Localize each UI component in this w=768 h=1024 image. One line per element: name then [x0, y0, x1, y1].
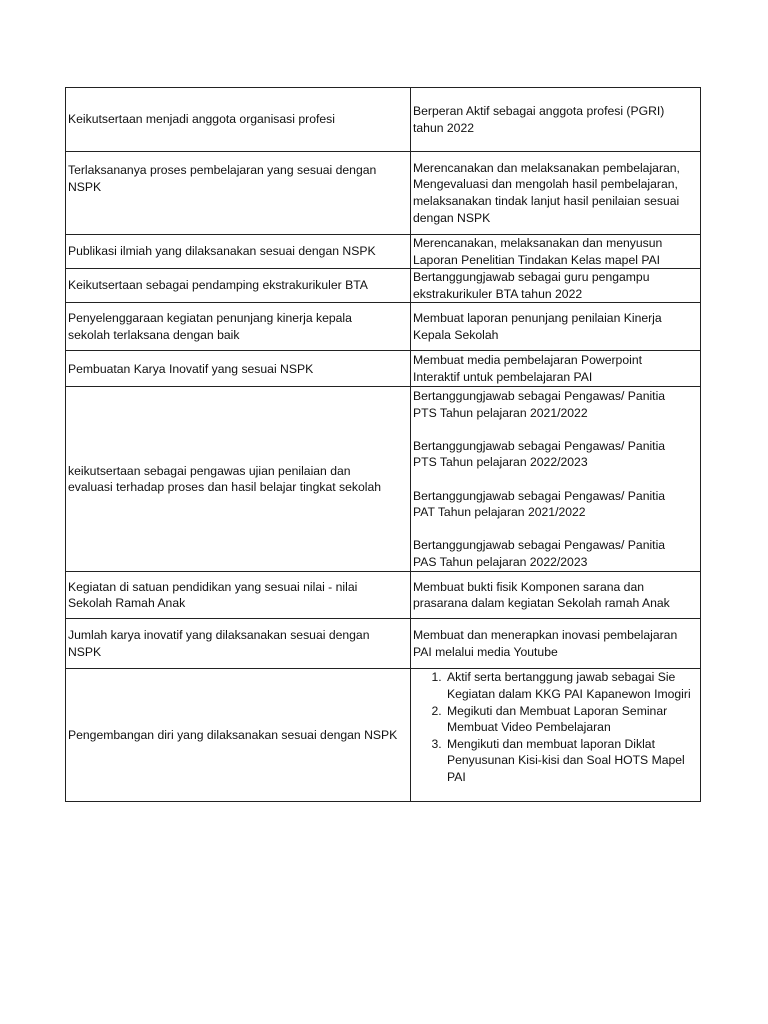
table-row [66, 387, 701, 572]
numbered-list [413, 669, 698, 785]
activity-table [65, 87, 701, 802]
table-row [66, 303, 701, 351]
table-cell-right: Membuat bukti fisik Komponen sarana dan prasarana dalam kegiatan Sekolah ramah Anak [411, 572, 701, 619]
table-cell-left: Pembuatan Karya Inovatif yang sesuai NSPK [66, 351, 411, 387]
table-row [66, 351, 701, 387]
table-cell-left: Keikutsertaan sebagai pendamping ekstrakurikuler BTA [66, 269, 411, 303]
table-cell-right: Membuat dan menerapkan inovasi pembelajaran PAI melalui media Youtube [411, 619, 701, 669]
list-item: 2. Megikuti dan Membuat Laporan Seminar Membuat Video Pembelajaran [445, 703, 698, 736]
table-cell-right [411, 669, 701, 802]
table-cell-left: Kegiatan di satuan pendidikan yang sesuai nilai - nilai Sekolah Ramah Anak [66, 572, 411, 619]
table-cell-right: Membuat media pembelajaran Powerpoint Interaktif untuk pembelajaran PAI [411, 351, 701, 387]
table-cell-left: keikutsertaan sebagai pengawas ujian penilaian dan evaluasi terhadap proses dan hasil belajar tingkat sekolah [66, 387, 411, 572]
table-cell-left: Penyelenggaraan kegiatan penunjang kinerja kepala sekolah terlaksana dengan baik [66, 303, 411, 351]
table-cell-right: Bertanggungjawab sebagai guru pengampu ekstrakurikuler BTA tahun 2022 [411, 269, 701, 303]
table-row [66, 235, 701, 269]
table-row [66, 88, 701, 152]
list-item: 3. Mengikuti dan membuat laporan Diklat Penyusunan Kisi-kisi dan Soal HOTS Mapel PAI [445, 736, 698, 786]
table-cell-left: Publikasi ilmiah yang dilaksanakan sesuai dengan NSPK [66, 235, 411, 269]
table-row [66, 572, 701, 619]
table-cell-left: Jumlah karya inovatif yang dilaksanakan sesuai dengan NSPK [66, 619, 411, 669]
table-cell-right: Membuat laporan penunjang penilaian Kinerja Kepala Sekolah [411, 303, 701, 351]
table-row [66, 152, 701, 235]
table-row [66, 619, 701, 669]
table-cell-right: Berperan Aktif sebagai anggota profesi (PGRI) tahun 2022 [411, 88, 701, 152]
table-cell-left: Keikutsertaan menjadi anggota organisasi profesi [66, 88, 411, 152]
table-cell-left: Pengembangan diri yang dilaksanakan sesuai dengan NSPK [66, 669, 411, 802]
table-row [66, 669, 701, 802]
table-cell-left: Terlaksananya proses pembelajaran yang sesuai dengan NSPK [66, 152, 411, 235]
table-cell-right: Bertanggungjawab sebagai Pengawas/ Panitia PTS Tahun pelajaran 2021/2022 Bertanggungjawab sebagai Pengawas/ Panitia PTS Tahun pelajaran 2022/2023 Bertanggungjawab sebagai Pengawas/ Panitia PAT Tahun pelajaran 2021/2022 Bertanggungjawab sebagai Pengawas/ Panitia PAS Tahun pelajaran 2022/2023 [411, 387, 701, 572]
table-cell-right: Merencanakan dan melaksanakan pembelajaran, Mengevaluasi dan mengolah hasil pembelajaran, melaksanakan tindak lanjut hasil penilaian sesuai dengan NSPK [411, 152, 701, 235]
list-item: 1. Aktif serta bertanggung jawab sebagai Sie Kegiatan dalam KKG PAI Kapanewon Imogiri [445, 669, 698, 702]
table-row [66, 269, 701, 303]
table-cell-right: Merencanakan, melaksanakan dan menyusun Laporan Penelitian Tindakan Kelas mapel PAI [411, 235, 701, 269]
